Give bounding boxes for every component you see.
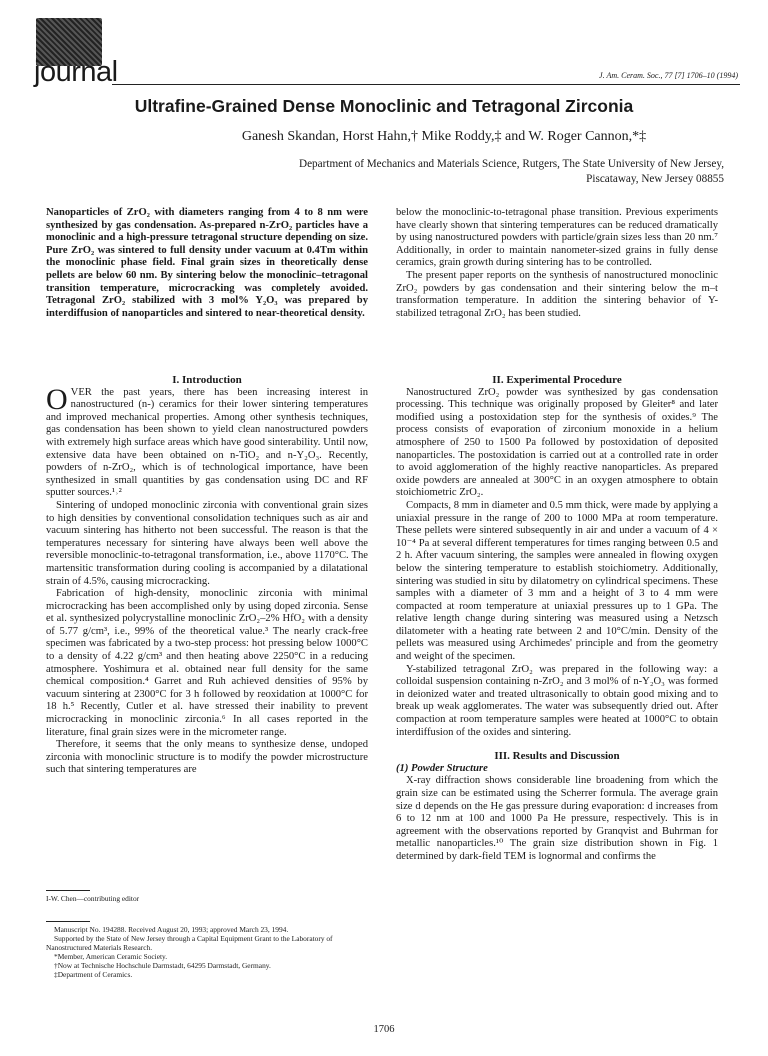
paragraph: Y-stabilized tetragonal ZrO₂ was prepared in the following way: a colloidal suspension containing n-ZrO₂ and 3 mol% of n-Y₂O₃ was formed in deionized water and treated ultrasonically to obtain good mixing and to break up weak agglomerates. The water was subsequently dried out. After compaction at room temperature samples were heated at 1000°C to obtain interdiffusion of the oxides and sintering.	[396, 663, 718, 738]
header-rule	[112, 84, 740, 85]
drop-cap: O	[46, 382, 68, 416]
paragraph: Compacts, 8 mm in diameter and 0.5 mm thick, were made by applying a uniaxial pressure in the range of 200 to 1000 MPa at room temperature. These pellets were sintered subsequently in air and under a vacuum of 4 × 10⁻⁴ Pa at several different temperatures for times ranging between 0.5 and 2 h. After vacuum sintering, the samples were annealed in flowing oxygen below the sintering temperature to establish stoichiometry. Additionally, sintering was studied in situ by dilatometry on cylindrical specimens. These samples with a diameter of 3 mm and a height of 3 to 4 mm were compacted at room temperature at uniaxial pressures up to 1 GPa. The relative length change during sintering was measured using a Netzsch dilatometer with a heating rate between 2 and 10°C/min. Density of the pellets was measured using Archimedes' principle and from the geometry and weight of the specimen.	[396, 499, 718, 663]
footnote-rule	[46, 921, 90, 922]
footnote: Supported by the State of New Jersey through a Capital Equipment Grant to the Laboratory of Nanostructured Materials Research.	[46, 934, 333, 952]
paragraph: Therefore, it seems that the only means to synthesize dense, undoped zirconia with monoclinic structure is to modify the powder microstructure such that sintering temperatures are	[46, 739, 368, 776]
paragraph: X-ray diffraction shows considerable line broadening from which the grain size can be estimated using the Scherrer formula. The average grain size d depends on the He gas pressure during evaporation: d increases from 6 to 12 nm at 100 and 1000 Pa He pressure, respectively. This is in agreement with the observations reported by Granqvist and Buhrman for metallic nanoparticles.¹⁰ The grain size distribution shown in Fig. 1 determined by dark-field TEM is lognormal and confirms the	[396, 775, 718, 862]
section-heading-experimental: II. Experimental Procedure	[492, 374, 622, 386]
journal-reference: J. Am. Ceram. Soc., 77 [7] 1706–10 (1994)	[599, 71, 738, 80]
footnote-rule	[46, 890, 90, 891]
paper-title: Ultrafine-Grained Dense Monoclinic and Tetragonal Zirconia	[134, 96, 634, 116]
footnote: *Member, American Ceramic Society.	[54, 952, 168, 961]
paragraph: Nanostructured ZrO₂ powder was synthesized by gas condensation processing. This technique was originally proposed by Gleiter⁸ and later modified using a postoxidation step for the synthesis of oxides.⁹ The process consists of evaporation of zirconium monoxide in a helium atmosphere of 250 to 1500 Pa followed by postoxidation of deposited nanoparticles. The postoxidation is carried out at a controlled rate in order to avoid agglomeration of the highly reactive nanoparticles. As prepared oxide powders are annealed at 300°C in an oxygen atmosphere to obtain stoichiometric ZrO₂.	[396, 386, 718, 499]
paragraph	[46, 382, 368, 500]
introduction-section	[46, 374, 368, 777]
section-heading-introduction: I. Introduction	[172, 374, 242, 386]
paragraph-text: VER the past years, there has been increasing interest in nanostructured (n-) ceramics for their lower sintering temperatures and improved mechanical properties. Among other synthesis techniques, gas condensation has been shown to yield clean nanostructured powders with extremely high surface areas which have good sinterability. Until now, extensive data have been obtained on n-TiO₂ and n-Y₂O₃. Recently, powders of n-ZrO₂, which is of technological importance, have been synthesized in small quantities by gas condensation using DC and RF sputter sources.¹˒²	[46, 386, 368, 499]
contributing-editor: I-W. Chen—contributing editor	[46, 894, 140, 903]
footnote: ‡Department of Ceramics.	[54, 970, 133, 979]
author-list: Ganesh Skandan, Horst Hahn,† Mike Roddy,‡ and W. Roger Cannon,*‡	[241, 129, 647, 144]
subsection-heading: (1) Powder Structure	[396, 762, 488, 774]
journal-logo-word: journal	[34, 56, 118, 88]
footnote: Manuscript No. 194288. Received August 20, 1993; approved March 23, 1994.	[54, 925, 289, 934]
paragraph: The present paper reports on the synthesis of nanostructured monoclinic ZrO₂ powders by gas condensation and their sintering below the m–t transformation temperature. In addition the sintering behavior of Y-stabilized tetragonal ZrO₂ has been studied.	[396, 269, 718, 319]
intro-continuation	[396, 207, 718, 320]
affiliation-line-2: Piscataway, New Jersey 08855	[586, 173, 724, 185]
affiliation-line-1: Department of Mechanics and Materials Science, Rutgers, The State University of New Jersey,	[299, 158, 724, 170]
paragraph: Sintering of undoped monoclinic zirconia with conventional grain sizes to high densities by conventional consolidation techniques such as air and vacuum sintering has hitherto not been successful. The reason is that the temperatures necessary for sintering have always been well above the reversible monoclinic-to-tetragonal transformation, i.e., above 1170°C. The martensitic transformation during cooling is accompanied by a dilatational strain of 4.5%, causing microcracking.	[46, 499, 368, 587]
experimental-section	[396, 374, 718, 864]
paragraph: Fabrication of high-density, monoclinic zirconia with minimal microcracking has been accomplished only by using doped zirconia. Sense et al. synthesized polycrystalline monoclinic ZrO₂–2% HfO₂ with a density of 5.77 g/cm³, i.e., 99% of the theoretical value.³ The nearly crack-free specimen was fabricated by a two-step process: hot pressing below 1000°C to a density of 4.22 g/cm³ and then heating above 2250°C in a reducing atmosphere. Yoshimura et al. obtained near full density for the same chemical composition.⁴ Garret and Ruh achieved densities of 95% by vacuum sintering at 2300°C for 3 h followed by reoxidation at 1000°C for 18 h.⁵ Recently, Cutler et al. have stressed their inability to prevent microcracking in monoclinic zirconia.⁶ In all cases reported in the literature, final grain sizes were in the micrometer range.	[46, 588, 368, 738]
section-heading-results: III. Results and Discussion	[494, 750, 620, 763]
abstract-text: Nanoparticles of ZrO₂ with diameters ranging from 4 to 8 nm were synthesized by gas condensation. As-prepared n-ZrO₂ particles have a monoclinic and a high-pressure tetragonal structure depending on size. Pure ZrO₂ was sintered to full density under vacuum at 0.4Tm within the monoclinic phase field. Final grain sizes in theoretically dense pellets are below 60 nm. By sintering below the monoclinic–tetragonal transition temperature, microcracking was completely avoided. Tetragonal ZrO₂ stabilized with 3 mol% Y₂O₃ was prepared by interdiffusion of nanoparticles and sintered to near-theoretical density.	[46, 207, 368, 319]
abstract	[46, 207, 368, 320]
paragraph: below the monoclinic-to-tetragonal phase transition. Previous experiments have clearly shown that sintering temperatures can be reduced dramatically by using nanostructured powders with particle/grain sizes less than 20 nm.⁷ Additionally, in order to maintain nanometer-sized grains in fully dense ceramics, grain growth during sintering has to be controlled.	[396, 207, 718, 269]
page-number: 1706	[373, 1024, 395, 1035]
affiliation	[164, 157, 724, 187]
footnotes	[46, 890, 368, 979]
footnote: †Now at Technische Hochschule Darmstadt, 64295 Darmstadt, Germany.	[54, 961, 271, 970]
